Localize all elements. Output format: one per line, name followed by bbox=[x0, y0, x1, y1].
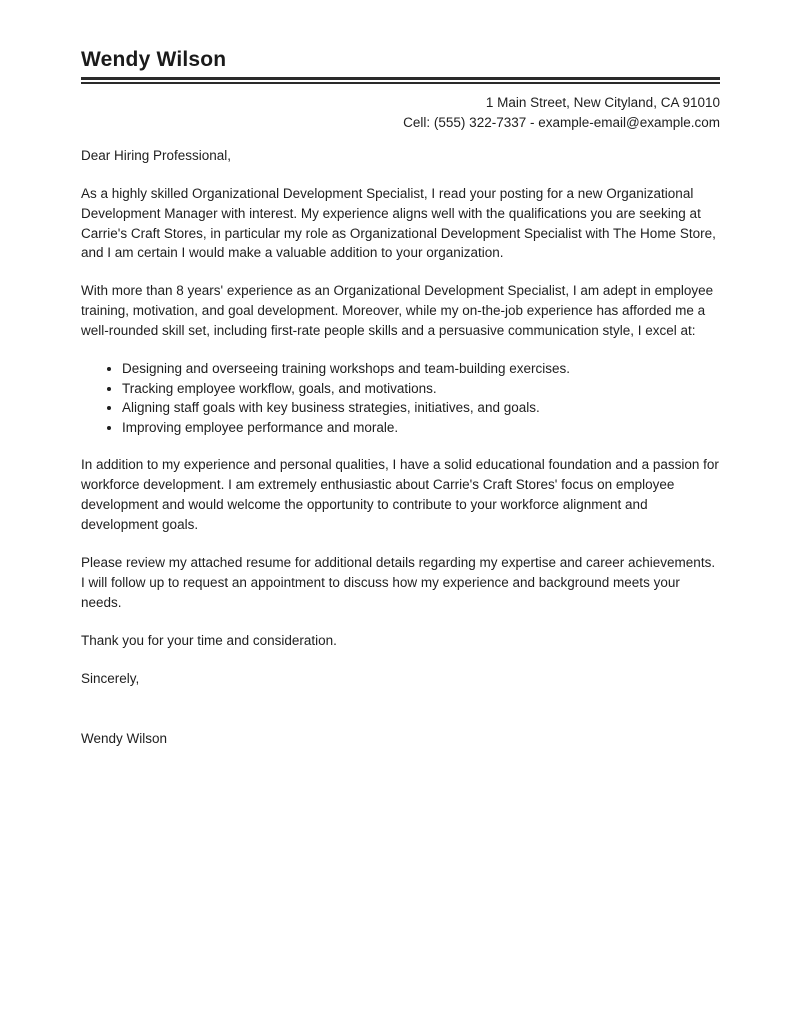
paragraph-experience: With more than 8 years' experience as an Organizational Development Specialist, I am adept in employee training, motivation, and goal development. Moreover, while my on-the-job experience has afforded me a well-rounded skill set, including first-rate people skills and a persuasive communication style, I excel at: bbox=[81, 283, 714, 339]
paragraph-education: In addition to my experience and personal qualities, I have a solid educational foundation and a passion for workforce development. I am extremely enthusiastic about Carrie's Craft Stores' focus on employee development and would welcome the opportunity to contribute to your workforce alignment and development goals. bbox=[81, 457, 719, 533]
contact-block bbox=[81, 93, 720, 133]
bullet-item: • Improving employee performance and morale. bbox=[122, 418, 720, 438]
signature-name: Wendy Wilson bbox=[81, 730, 168, 746]
paragraph-followup: Please review my attached resume for additional details regarding my expertise and career achievements. I will follow up to request an appointment to discuss how my experience and background meets your needs. bbox=[81, 555, 716, 610]
skills-bullet-list bbox=[81, 359, 720, 437]
paragraph-intro: As a highly skilled Organizational Development Specialist, I read your posting for a new Organizational Development Manager with interest. My experience aligns well with the qualifications you are seeking at Carrie's Craft Stores, in particular my role as Organizational Development Specialist with The Home Store, and I am certain I would make a valuable addition to your organization. bbox=[81, 185, 716, 261]
contact-address: 1 Main Street, New Cityland, CA 91010 bbox=[485, 95, 720, 110]
letterhead-divider bbox=[81, 77, 720, 84]
bullet-item: • Tracking employee workflow, goals, and motivations. bbox=[122, 379, 720, 399]
bullet-item: • Designing and overseeing training workshops and team-building exercises. bbox=[122, 359, 720, 379]
letterhead-name: Wendy Wilson bbox=[81, 48, 227, 71]
bullet-item: • Aligning staff goals with key business strategies, initiatives, and goals. bbox=[122, 398, 720, 418]
contact-phone-email: Cell: (555) 322-7337 - example-email@example.com bbox=[403, 114, 720, 130]
letter-body bbox=[81, 146, 720, 749]
paragraph-thanks: Thank you for your time and consideration. bbox=[81, 632, 337, 648]
salutation: Dear Hiring Professional, bbox=[81, 147, 232, 163]
valediction: Sincerely, bbox=[81, 670, 140, 686]
